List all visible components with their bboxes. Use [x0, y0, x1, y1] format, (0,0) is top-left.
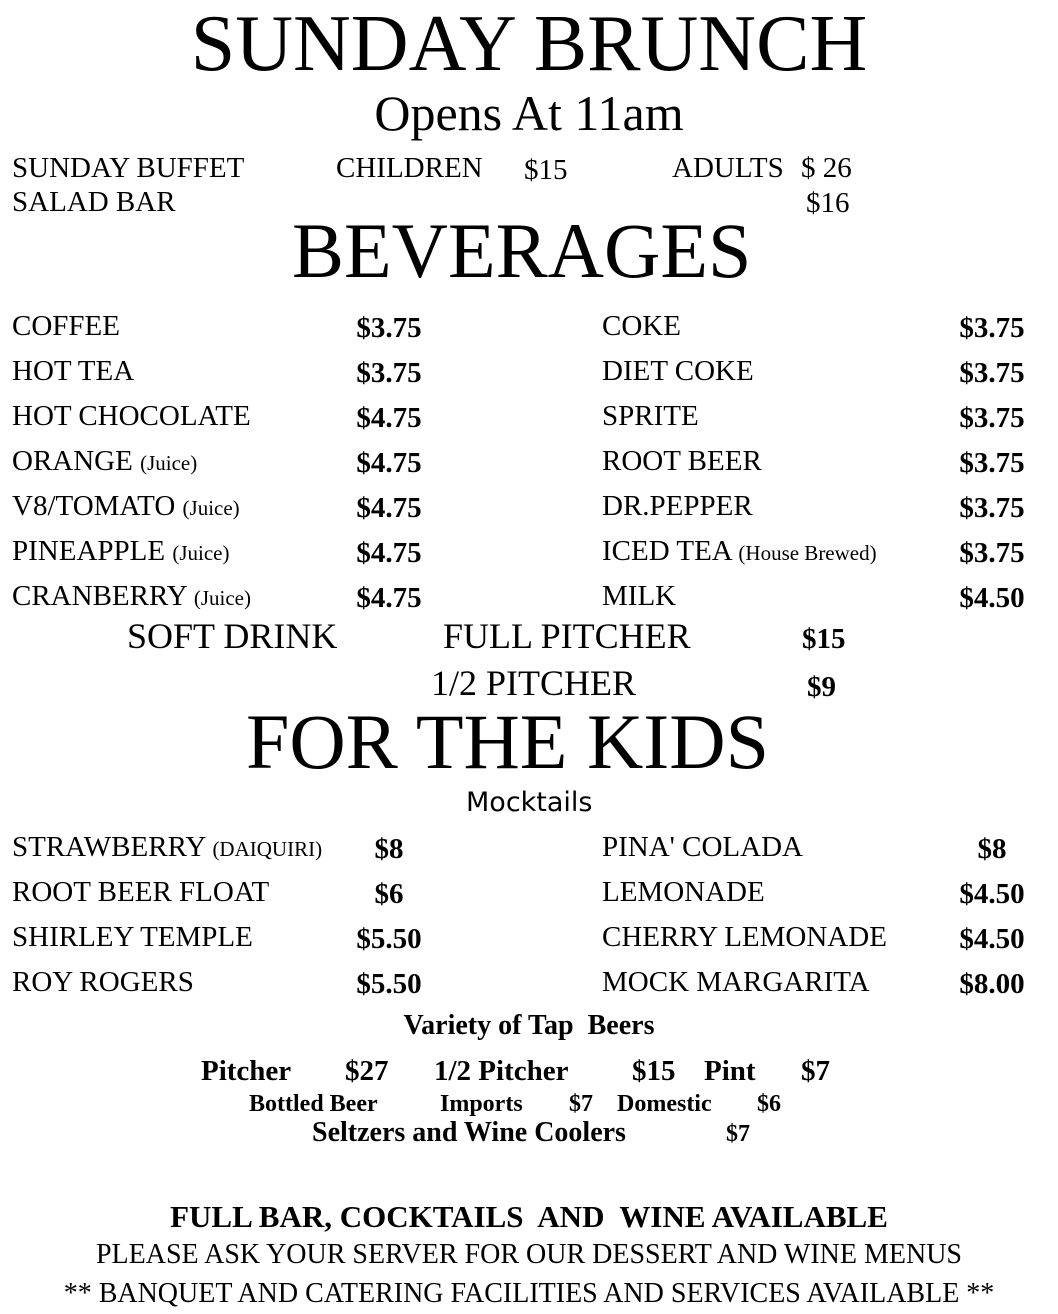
beverage-item-name	[12, 447, 197, 476]
beverage-item-price: $3.75	[959, 312, 1025, 344]
beverage-item-note: (House Brewed)	[738, 541, 877, 565]
mocktail-item-price: $4.50	[959, 923, 1025, 955]
mocktail-item-note: (DAIQUIRI)	[212, 837, 323, 861]
beverage-item-name	[12, 537, 229, 566]
buffet-children-label: CHILDREN	[336, 152, 483, 184]
mocktail-item-name	[602, 923, 887, 952]
beverage-item-price: $4.75	[356, 447, 422, 479]
beverage-item-name	[602, 312, 681, 341]
kids-title: FOR THE KIDS	[246, 698, 769, 785]
mocktail-item-label: SHIRLEY TEMPLE	[12, 921, 253, 953]
mocktail-item-name	[602, 833, 803, 862]
mocktail-item-name	[12, 923, 253, 952]
beverage-item-note: (Juice)	[172, 541, 230, 565]
buffet-adults-price: $ 26	[801, 152, 852, 184]
beverage-item-name	[12, 402, 251, 431]
beer-pint-price: $7	[801, 1055, 830, 1087]
mocktail-item-price: $6	[374, 878, 404, 910]
domestic-label: Domestic	[617, 1091, 712, 1117]
mocktail-item-label: STRAWBERRY	[12, 831, 206, 863]
imports-label: Imports	[440, 1091, 523, 1117]
full-pitcher-label: FULL PITCHER	[443, 616, 691, 656]
beverage-item-price: $3.75	[959, 447, 1025, 479]
beverage-item-label: PINEAPPLE	[12, 535, 166, 567]
beverage-item-label: COKE	[602, 310, 681, 342]
beverage-item-price: $4.75	[356, 492, 422, 524]
mocktail-item-name	[12, 878, 269, 907]
beverage-item-price: $3.75	[356, 312, 422, 344]
beer-pint-label: Pint	[704, 1055, 756, 1087]
beverage-item-label: HOT TEA	[12, 355, 135, 387]
beverage-item-price: $3.75	[959, 537, 1025, 569]
domestic-price: $6	[757, 1091, 781, 1117]
page-title: SUNDAY BRUNCH	[190, 0, 868, 88]
mocktail-item-label: ROOT BEER FLOAT	[12, 876, 270, 908]
beverage-item-note: (Juice)	[193, 586, 251, 610]
mocktail-item-name	[602, 878, 765, 907]
kids-subtitle: Mocktails	[466, 787, 593, 818]
beverage-item-price: $4.50	[959, 582, 1025, 614]
beverage-item-label: ROOT BEER	[602, 445, 762, 477]
mocktail-item-label: LEMONADE	[602, 876, 765, 908]
beverage-item-name	[602, 537, 877, 566]
beverages-title: BEVERAGES	[292, 207, 752, 294]
mocktail-item-name	[12, 968, 194, 997]
beverage-item-label: HOT CHOCOLATE	[12, 400, 251, 432]
beverage-item-note: (Juice)	[182, 496, 240, 520]
imports-price: $7	[569, 1091, 593, 1117]
footer-line-1-text: FULL BAR, COCKTAILS AND WINE AVAILABLE	[170, 1199, 888, 1234]
seltzers-price: $7	[726, 1121, 750, 1147]
bottled-beer-label: Bottled Beer	[249, 1091, 378, 1117]
mocktail-item-name	[602, 968, 870, 997]
mocktail-item-label: CHERRY LEMONADE	[602, 921, 887, 953]
beverage-item-name	[12, 582, 251, 611]
mocktail-item-label: PINA' COLADA	[602, 831, 803, 863]
mocktail-item-price: $8	[374, 833, 404, 865]
beer-title	[0, 1012, 1058, 1040]
full-pitcher-price: $15	[802, 623, 846, 655]
mocktail-item-price: $4.50	[959, 878, 1025, 910]
footer-line-3: ** BANQUET AND CATERING FACILITIES AND SERVICES AVAILABLE **	[63, 1278, 995, 1309]
beer-half-pitcher-price: $15	[632, 1055, 676, 1087]
beer-pitcher-label: Pitcher	[201, 1055, 292, 1087]
beverage-item-label: MILK	[602, 580, 677, 612]
beverage-item-price: $4.75	[356, 537, 422, 569]
beverage-item-name	[602, 447, 762, 476]
beer-title-text: Variety of Tap Beers	[403, 1010, 655, 1041]
salad-bar-price: $16	[806, 187, 850, 219]
salad-bar-label: SALAD BAR	[12, 186, 176, 218]
beverage-item-name	[602, 402, 699, 431]
mocktail-item-price: $8	[977, 833, 1007, 865]
beverage-item-label: ORANGE	[12, 445, 133, 477]
mocktail-item-price: $5.50	[356, 923, 422, 955]
soft-drink-label: SOFT DRINK	[127, 616, 338, 656]
beverage-item-label: DR.PEPPER	[602, 490, 753, 522]
mocktail-item-price: $5.50	[356, 968, 422, 1000]
beverage-item-price: $3.75	[959, 402, 1025, 434]
beverage-item-price: $3.75	[959, 357, 1025, 389]
buffet-adults-label: ADULTS	[672, 152, 784, 184]
beverage-item-label: CRANBERRY	[12, 580, 187, 612]
beer-pitcher-price: $27	[345, 1055, 389, 1087]
beverage-item-name	[12, 357, 134, 386]
beverage-item-name	[12, 312, 120, 341]
beverage-item-label: COFFEE	[12, 310, 120, 342]
beverage-item-label: DIET COKE	[602, 355, 754, 387]
beverage-item-label: ICED TEA	[602, 535, 732, 567]
beverage-item-name	[12, 492, 240, 521]
beverage-item-name	[602, 492, 753, 521]
beverage-item-price: $4.75	[356, 402, 422, 434]
beverage-item-name	[602, 357, 754, 386]
buffet-children-price: $15	[524, 154, 568, 186]
page-subtitle: Opens At 11am	[374, 85, 684, 141]
seltzers-label: Seltzers and Wine Coolers	[312, 1117, 626, 1148]
beverage-item-price: $3.75	[959, 492, 1025, 524]
beverage-item-label: SPRITE	[602, 400, 699, 432]
beer-half-pitcher-label: 1/2 Pitcher	[434, 1055, 569, 1087]
beverage-item-price: $3.75	[356, 357, 422, 389]
buffet-label: SUNDAY BUFFET	[12, 152, 245, 184]
beverage-item-label: V8/TOMATO	[12, 490, 176, 522]
beverage-item-note: (Juice)	[140, 451, 198, 475]
half-pitcher-price: $9	[807, 671, 836, 703]
mocktail-item-price: $8.00	[959, 968, 1025, 1000]
beverage-item-price: $4.75	[356, 582, 422, 614]
footer-line-2: PLEASE ASK YOUR SERVER FOR OUR DESSERT AND WINE MENUS	[95, 1239, 962, 1270]
mocktail-item-label: MOCK MARGARITA	[602, 966, 870, 998]
footer-line-1	[0, 1201, 1058, 1232]
beverage-item-name	[602, 582, 676, 611]
mocktail-item-label: ROY ROGERS	[12, 966, 194, 998]
mocktail-item-name	[12, 833, 322, 862]
half-pitcher-label: 1/2 PITCHER	[431, 663, 637, 703]
